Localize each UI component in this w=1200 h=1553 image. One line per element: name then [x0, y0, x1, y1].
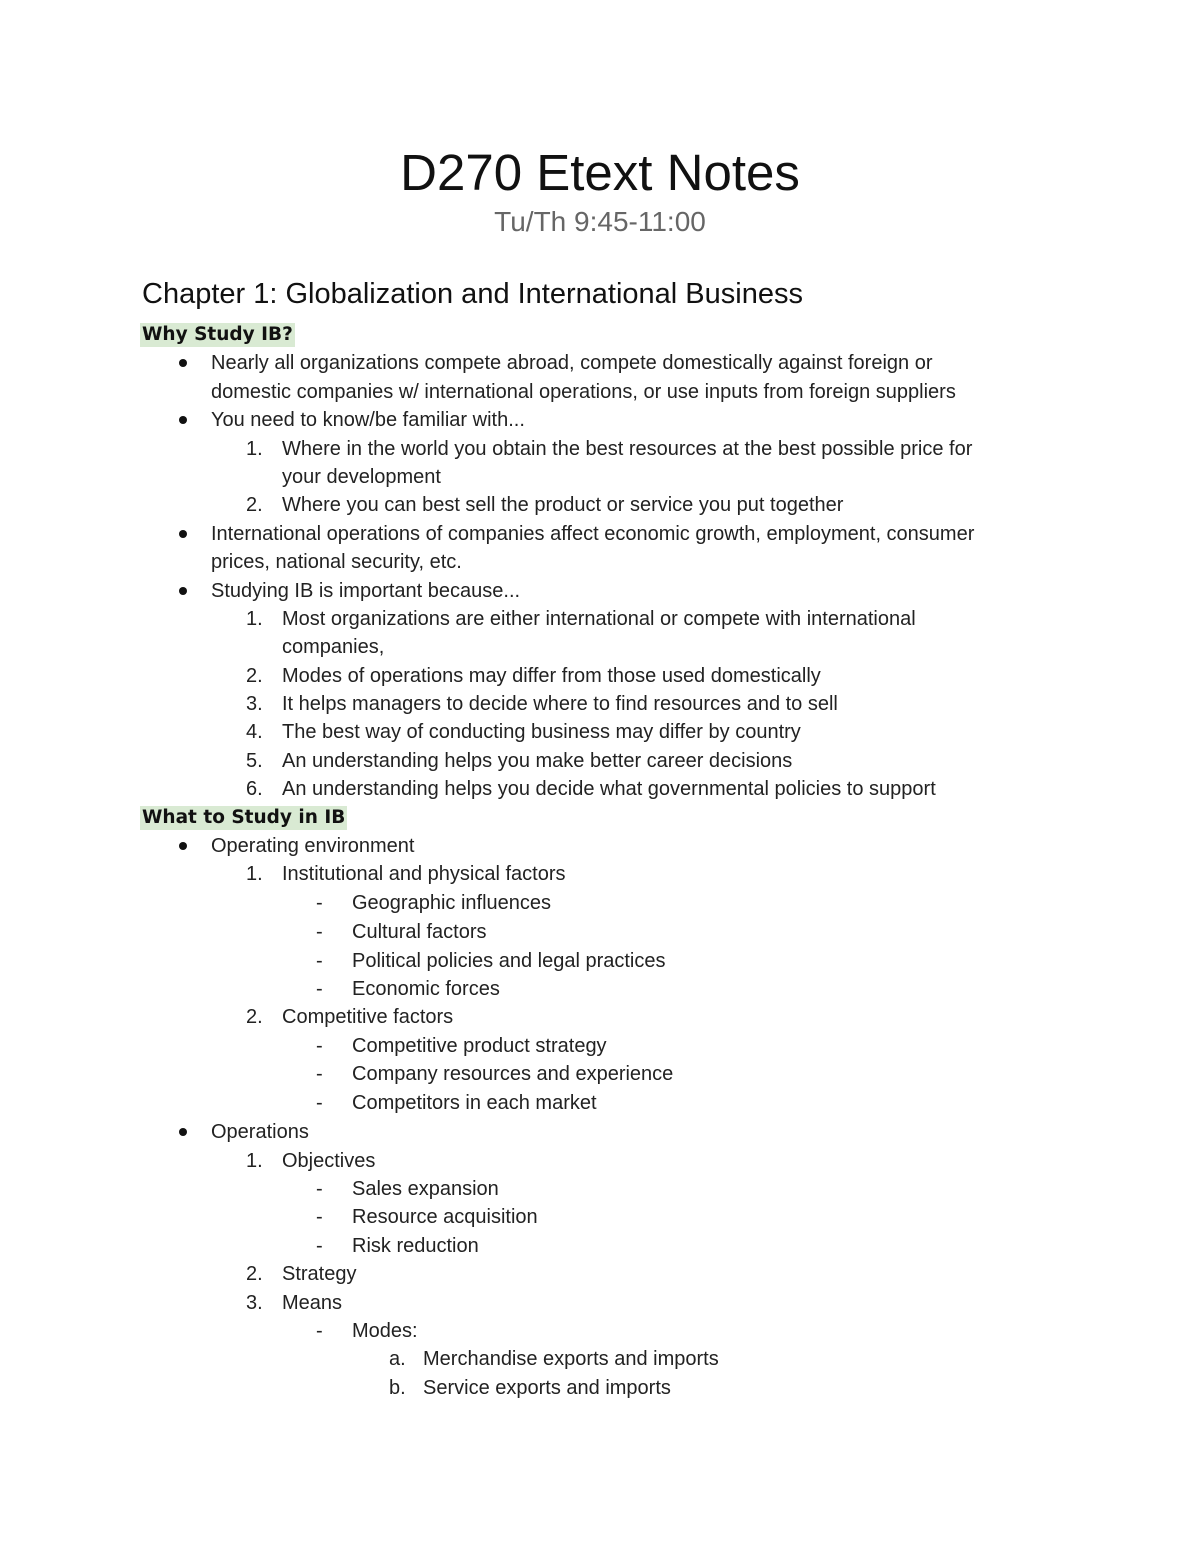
list-item-text: Merchandise exports and imports: [423, 1348, 719, 1371]
list-item-text: Competitive product strategy: [352, 1034, 607, 1057]
item-number: 1.: [246, 437, 263, 460]
bullet-icon: [179, 359, 187, 367]
list-item-text: Competitive factors: [282, 1006, 454, 1029]
item-number: 2.: [246, 1006, 263, 1029]
numbered-item: [0, 662, 1200, 690]
item-number: 1.: [246, 607, 263, 630]
list-item-text: Resource acquisition: [352, 1206, 538, 1229]
dash-marker: -: [316, 891, 323, 914]
list-item: [0, 577, 1200, 605]
item-number: 5.: [246, 749, 263, 772]
dash-item: [0, 1232, 1200, 1260]
numbered-item: [0, 1260, 1200, 1288]
dash-item: [0, 975, 1200, 1003]
list-item-text: Nearly all organizations compete abroad, compete domestically against foreign or: [211, 352, 933, 375]
list-item-text: Studying IB is important because...: [211, 579, 521, 602]
list-item-text: Most organizations are either international or compete with international: [282, 607, 916, 630]
list-item-text: Sales expansion: [352, 1177, 499, 1200]
bullet-icon: [179, 416, 187, 424]
list-item-text: The best way of conducting business may differ by country: [282, 721, 801, 744]
dash-item: [0, 1032, 1200, 1060]
list-item-text: It helps managers to decide where to find resources and to sell: [282, 693, 838, 716]
dash-marker: -: [316, 921, 323, 944]
dash-marker: -: [316, 1319, 323, 1342]
list-item-continuation: [0, 548, 1200, 576]
list-item-text: Modes of operations may differ from those used domestically: [282, 664, 821, 687]
dash-item: [0, 1175, 1200, 1203]
list-item-text: your development: [282, 465, 441, 488]
dash-marker: -: [316, 949, 323, 972]
item-number: 2.: [246, 494, 263, 517]
lettered-item: [0, 1345, 1200, 1373]
document-title: D270 Etext Notes: [400, 144, 800, 201]
list-item: [0, 349, 1200, 377]
numbered-item: [0, 1003, 1200, 1031]
bullet-icon: [179, 530, 187, 538]
numbered-item: [0, 747, 1200, 775]
item-number: 6.: [246, 778, 263, 801]
list-item-text: Service exports and imports: [423, 1376, 671, 1399]
bullet-icon: [179, 1128, 187, 1136]
notes-content: [0, 321, 1200, 1402]
list-item: [0, 520, 1200, 548]
numbered-item: [0, 1147, 1200, 1175]
list-item-text: Where in the world you obtain the best resources at the best possible price for: [282, 437, 973, 460]
dash-item: [0, 918, 1200, 946]
list-item-text: Political policies and legal practices: [352, 949, 666, 972]
dash-marker: -: [316, 1234, 323, 1257]
list-item-text: International operations of companies affect economic growth, employment, consumer: [211, 522, 975, 545]
numbered-item: [0, 860, 1200, 888]
list-item-text: Competitors in each market: [352, 1091, 597, 1114]
item-letter: a.: [389, 1348, 406, 1371]
section-heading-what-to-study: What to Study in IB: [142, 806, 346, 828]
dash-marker: -: [316, 978, 323, 1001]
item-number: 3.: [246, 693, 263, 716]
dash-marker: -: [316, 1091, 323, 1114]
item-number: 2.: [246, 664, 263, 687]
list-item-text: companies,: [282, 636, 385, 659]
numbered-item: [0, 775, 1200, 803]
numbered-item: [0, 1289, 1200, 1317]
section-heading-why-study: Why Study IB?: [142, 324, 293, 345]
dash-item: [0, 889, 1200, 919]
chapter-heading: Chapter 1: Globalization and International Business: [142, 278, 803, 310]
list-item-text: An understanding helps you decide what governmental policies to support: [282, 778, 936, 801]
item-letter: b.: [389, 1376, 406, 1399]
list-item-text: domestic companies w/ international operations, or use inputs from foreign suppliers: [211, 380, 956, 403]
numbered-item: [0, 690, 1200, 718]
dash-item: [0, 1089, 1200, 1119]
list-item-text: An understanding helps you make better career decisions: [282, 749, 793, 772]
section-heading-row: [0, 804, 1200, 832]
list-item-text: Operations: [211, 1121, 309, 1144]
list-item: [0, 406, 1200, 434]
item-number: 3.: [246, 1291, 263, 1314]
lettered-item: [0, 1374, 1200, 1402]
list-item-text: Strategy: [282, 1263, 357, 1286]
list-item-continuation: [0, 463, 1200, 491]
list-item-text: prices, national security, etc.: [211, 551, 462, 574]
dash-marker: -: [316, 1206, 323, 1229]
list-item-text: Cultural factors: [352, 921, 487, 944]
list-item: [0, 832, 1200, 860]
item-number: 2.: [246, 1263, 263, 1286]
dash-marker: -: [316, 1063, 323, 1086]
dash-item: [0, 1317, 1200, 1345]
numbered-item: [0, 605, 1200, 633]
list-item-text: Where you can best sell the product or service you put together: [282, 494, 844, 517]
numbered-item: [0, 435, 1200, 463]
list-item: [0, 1118, 1200, 1146]
numbered-item: [0, 491, 1200, 519]
list-item-text: Means: [282, 1291, 343, 1314]
dash-item: [0, 947, 1200, 975]
document-subtitle: Tu/Th 9:45-11:00: [494, 206, 706, 237]
dash-marker: -: [316, 1034, 323, 1057]
list-item-continuation: [0, 378, 1200, 406]
list-item-text: You need to know/be familiar with...: [211, 409, 525, 432]
list-item-text: Objectives: [282, 1149, 376, 1172]
numbered-item: [0, 718, 1200, 746]
item-number: 1.: [246, 1149, 263, 1172]
list-item-text: Institutional and physical factors: [282, 863, 566, 886]
bullet-icon: [179, 842, 187, 850]
dash-item: [0, 1060, 1200, 1088]
list-item-continuation: [0, 633, 1200, 661]
list-item-text: Geographic influences: [352, 891, 552, 914]
dash-marker: -: [316, 1177, 323, 1200]
list-item-text: Risk reduction: [352, 1234, 479, 1257]
list-item-text: Economic forces: [352, 978, 500, 1001]
section-heading-row: [0, 321, 1200, 349]
list-item-text: Operating environment: [211, 835, 415, 858]
list-item-text: Company resources and experience: [352, 1063, 674, 1086]
dash-item: [0, 1203, 1200, 1231]
list-item-text: Modes:: [352, 1319, 418, 1342]
bullet-icon: [179, 587, 187, 595]
item-number: 4.: [246, 721, 263, 744]
item-number: 1.: [246, 863, 263, 886]
